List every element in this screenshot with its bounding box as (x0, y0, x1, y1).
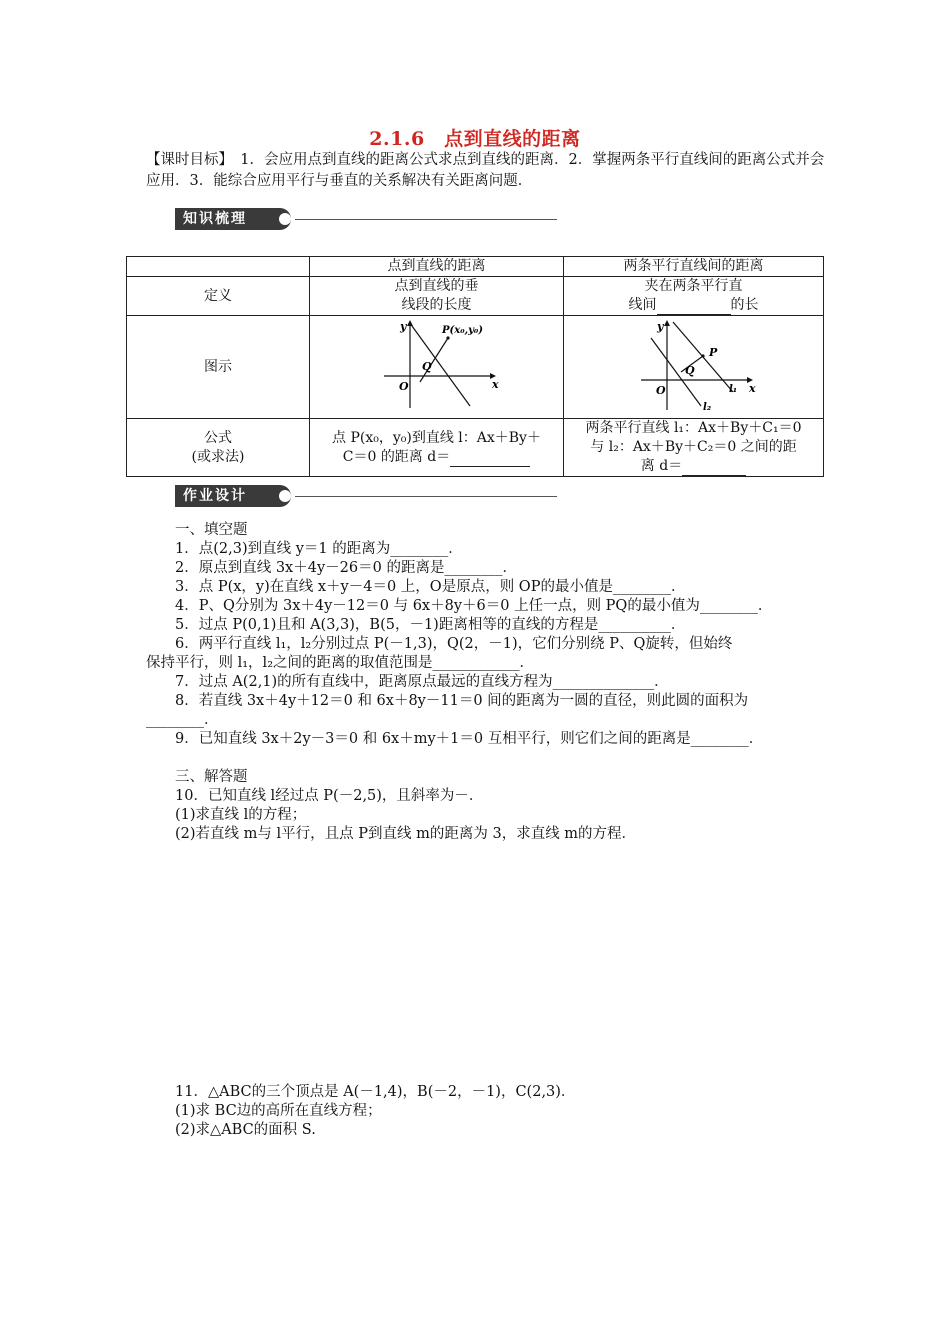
answer-blank (450, 466, 530, 467)
answer-blank (657, 314, 731, 315)
question-6-cont: 保持平行，则 l₁，l₂之间的距离的取值范围是____________． (146, 655, 535, 671)
table-header-cell: 点到直线的距离 (310, 257, 564, 277)
question-10-part-2: (2)若直线 m与 l平行，且点 P到直线 m的距离为 3，求直线 m的方程． (175, 826, 637, 842)
table-row-definition (127, 277, 824, 316)
banner-rule (295, 219, 557, 220)
question-9: 9．已知直线 3x＋2y－3＝0 和 6x＋my＋1＝0 互相平行，则它们之间的距离是________． (175, 731, 764, 747)
question-10: 10．已知直线 l经过点 P(－2,5)，且斜率为－． (175, 788, 484, 804)
knowledge-table (126, 256, 824, 477)
definition-point (310, 277, 564, 316)
text-part: 的长 (730, 297, 759, 313)
row-label: 图示 (127, 316, 310, 419)
point-label: P(x₀,y₀) (441, 325, 483, 336)
text-line (568, 296, 819, 315)
question-8: 8．若直线 3x＋4y＋12＝0 和 6x＋8y－11＝0 间的距离为一圆的直径，则此圆的面积为 (175, 693, 749, 709)
row-label (127, 419, 310, 477)
text-part: 离 d＝ (640, 458, 683, 474)
text-line (314, 448, 559, 467)
origin-label: O (655, 384, 666, 397)
y-axis-label: y (656, 320, 663, 333)
table-row-formula (127, 419, 824, 477)
table-row-figure (127, 316, 824, 419)
parallel-lines-diagram (629, 316, 759, 412)
question-8-cont: ________． (146, 712, 219, 728)
lesson-objective (146, 150, 826, 192)
objective-label: 【课时目标】 (146, 152, 226, 168)
text-line: 夹在两条平行直 (644, 278, 743, 294)
banner-dot (279, 213, 291, 225)
question-2: 2．原点到直线 3x＋4y－26＝0 的距离是________． (175, 560, 517, 576)
text-line: 线段的长度 (401, 297, 472, 313)
text-line: 点 P(x₀，y₀)到直线 l：Ax＋By＋ (332, 429, 541, 446)
question-11-part-1: (1)求 BC边的高所在直线方程； (175, 1103, 382, 1119)
question-4: 4．P、Q分别为 3x＋4y－12＝0 与 6x＋8y＋6＝0 上任一点，则 PQ的最小值为________． (175, 598, 773, 614)
text-part: 线间 (628, 297, 657, 313)
section-label: 作业设计 (175, 485, 291, 507)
question-11-part-2: (2)求△ABC的面积 S. (175, 1122, 316, 1138)
text-line: 点到直线的垂 (394, 278, 479, 294)
question-11: 11．△ABC的三个顶点是 A(－1,4)，B(－2，－1)，C(2,3)． (175, 1084, 576, 1100)
table-header-cell: 两条平行直线间的距离 (564, 257, 824, 277)
y-axis-label: y (399, 320, 406, 333)
figure-point-line (310, 316, 564, 419)
text-line: 与 l₂：Ax＋By＋C₂＝0 之间的距 (590, 439, 797, 455)
banner-rule (295, 496, 557, 497)
foot-label: Q (421, 360, 432, 373)
figure-parallel-lines (564, 316, 824, 419)
banner-dot (279, 490, 291, 502)
part-heading-solve: 三、解答题 (175, 769, 248, 785)
formula-parallel (564, 419, 824, 477)
line2-label: l₂ (702, 402, 711, 412)
text-line (568, 457, 819, 476)
text-line: 公式 (204, 429, 232, 446)
foot-label: Q (684, 364, 695, 377)
section-banner-knowledge (175, 208, 560, 230)
point-label: P (708, 346, 717, 359)
text-line: (或求法) (191, 448, 245, 465)
point-line-diagram (372, 316, 502, 412)
question-6: 6．两平行直线 l₁，l₂分别过点 P(－1,3)，Q(2，－1)，它们分别绕 P、Q旋转，但始终 (175, 636, 733, 652)
section-label: 知识梳理 (175, 208, 291, 230)
question-1: 1．点(2,3)到直线 y＝1 的距离为________． (175, 541, 463, 557)
formula-point (310, 419, 564, 477)
definition-parallel (564, 277, 824, 316)
question-10-part-1: (1)求直线 l的方程； (175, 807, 307, 823)
page-title: 2.1.6 点到直线的距离 (369, 128, 581, 150)
answer-blank (682, 475, 746, 476)
origin-label: O (398, 380, 409, 393)
table-header-row (127, 257, 824, 277)
section-banner-homework (175, 485, 560, 507)
line1-label: l₁ (728, 384, 737, 395)
row-label: 定义 (127, 277, 310, 316)
part-heading-fill: 一、填空题 (175, 522, 248, 538)
x-axis-label: x (748, 382, 756, 395)
text-part: C＝0 的距离 d＝ (342, 448, 451, 465)
question-5: 5．过点 P(0,1)且和 A(3,3)，B(5，－1)距离相等的直线的方程是__________． (175, 617, 686, 633)
table-header-cell (127, 257, 310, 277)
question-7: 7．过点 A(2,1)的所有直线中，距离原点最远的直线方程为______________． (175, 674, 669, 690)
text-line: 两条平行直线 l₁：Ax＋By＋C₁＝0 (585, 420, 802, 436)
question-3: 3．点 P(x，y)在直线 x＋y－4＝0 上，O是原点，则 OP的最小值是________． (175, 579, 686, 595)
x-axis-label: x (491, 378, 499, 391)
objective-text: 1．会应用点到直线的距离公式求点到直线的距离．2．掌握两条平行直线间的距离公式并会应用．3．能综合应用平行与垂直的关系解决有关距离问题． (146, 152, 825, 189)
